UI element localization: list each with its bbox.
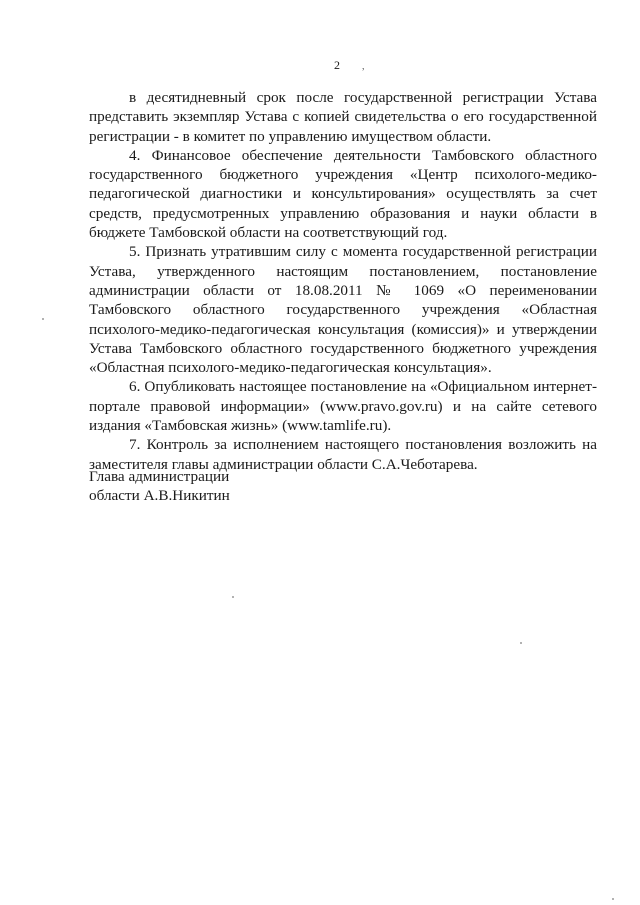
document-body bbox=[89, 88, 597, 474]
paragraph-4-financing: 4. Финансовое обеспечение деятельности Тамбовского областного государственного бюджетного учреждения «Центр психолого-медико-педагогической диагностики и консультирования» осуществлять за счет средств, предусмотренных управлению образования и науки области в бюджете Тамбовской области на соответствующий год. bbox=[89, 146, 597, 242]
signature-title: Глава администрации bbox=[89, 468, 230, 485]
signature-name: области А.В.Никитин bbox=[89, 487, 230, 505]
paragraph-6-publication: 6. Опубликовать настоящее постановление на «Официальном интернет-портале правовой информации» (www.pravo.gov.ru) и на сайте сетевого издания «Тамбовская жизнь» (www.tamlife.ru). bbox=[89, 378, 597, 435]
scan-speck bbox=[520, 642, 522, 644]
page-number: 2 bbox=[334, 58, 340, 72]
scan-speck bbox=[232, 596, 234, 598]
page-mark: , bbox=[362, 61, 365, 72]
paragraph-7-control: 7. Контроль за исполнением настоящего постановления возложить на заместителя главы администрации области С.А.Чеботарева. bbox=[89, 436, 597, 473]
scan-speck bbox=[612, 898, 614, 900]
scan-speck bbox=[42, 318, 44, 320]
signature-block bbox=[89, 467, 230, 506]
paragraph-5-repeal: 5. Признать утратившим силу с момента государственной регистрации Устава, утвержденного настоящим постановлением, постановление администрации области от 18.08.2011 № 1069 «О переименовании Тамбовского областного государственного учреждения «Областная психолого-медико-педагогическая консультация (комиссия)» и утверждении Устава Тамбовского областного государственного бюджетного учреждения «Областная психолого-медико-педагогическая консультация». bbox=[89, 243, 597, 377]
paragraph-continuation: в десятидневный срок после государственной регистрации Устава представить экземпляр Устава с копией свидетельства о его государственной регистрации - в комитет по управлению имуществом области. bbox=[89, 89, 597, 145]
